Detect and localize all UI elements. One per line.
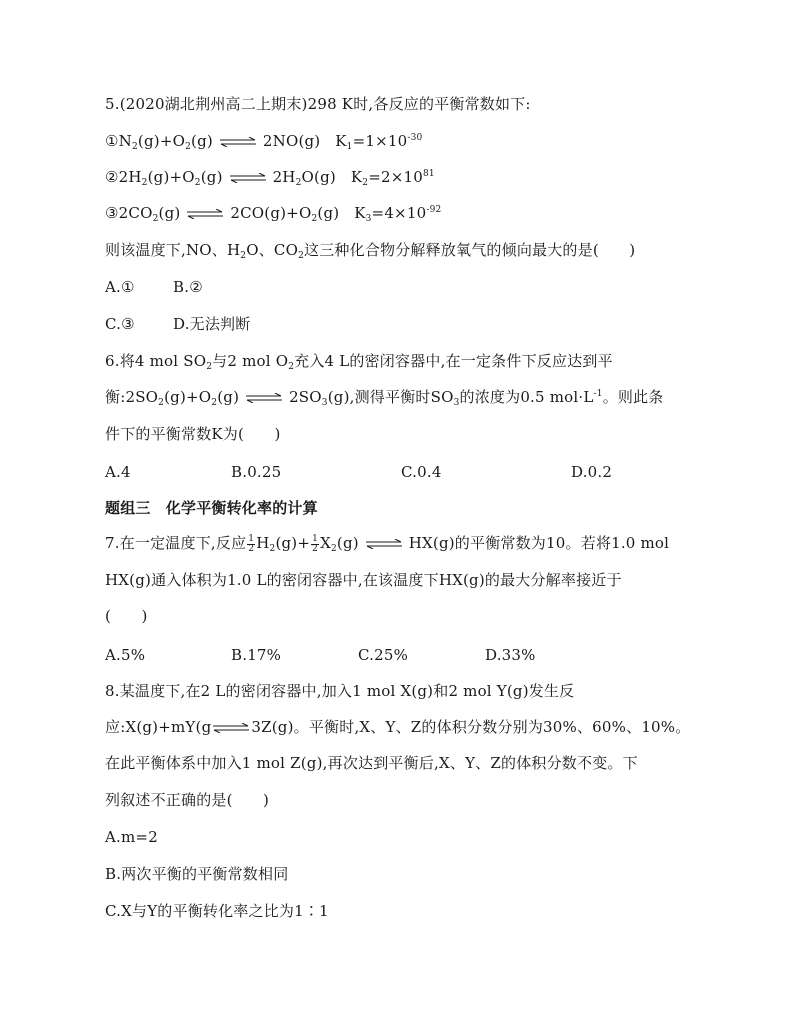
fraction-half: $\frac{1}{2}$ [312,533,319,554]
equilibrium-arrow-icon [246,393,282,403]
equilibrium-arrow-icon [220,137,256,147]
q8-option-b[interactable]: B.两次平衡的平衡常数相同 [105,865,289,883]
q7-line-2: HX(g)通入体积为1.0 L的密闭容器中,在该温度下HX(g)的最大分解率接近于 [105,571,622,589]
q5-reaction-2: $②2H_2(g)+O_2(g)$ $2H_2O(g)$ $K_2=2\times 10^{81}$ [105,168,435,188]
q6-option-c[interactable]: C.0.4 [401,463,442,481]
q5-question: 则该温度下,NO、$H_2O$、$CO_2$这三种化合物分解释放氧气的倾向最大的是( ) [105,241,636,261]
q8-line-2: 应:X(g)+mY(g 3Z(g)。平衡时,X、Y、Z的体积分数分别为30%、60%、10%。 [105,718,691,736]
q5-option-b[interactable]: B.② [173,278,203,296]
q7-option-c[interactable]: C.25% [358,646,409,664]
q6-line-1: 6.将4 mol $SO_2$与2 mol $O_2$充入4 L的密闭容器中,在一定条件下反应达到平 [105,352,613,372]
q5-option-c[interactable]: C.③ [105,315,135,333]
q6-line-3: 件下的平衡常数K为( ) [105,425,281,443]
q5-reaction-1: $①N_2(g)+O_2(g)$ 2NO(g) $K_1=1\times 10^{-30}$ [105,132,423,152]
q6-option-b[interactable]: B.0.25 [231,463,282,481]
q8-option-a[interactable]: A.m=2 [105,828,158,846]
q7-line-1: 7.在一定温度下,反应 $\frac{1}{2}$ $H_2(g)+$ $\frac{1}{2}$ $X_2(g)$ HX(g)的平衡常数为10。若将1.0 mol [105,533,670,554]
q5-options-row-1 [105,277,203,297]
q7-option-a[interactable]: A.5% [105,646,146,664]
q8-line-3: 在此平衡体系中加入1 mol Z(g),再次达到平衡后,X、Y、Z的体积分数不变。下 [105,754,638,772]
q7-option-d[interactable]: D.33% [485,646,536,664]
equilibrium-arrow-icon [187,209,223,219]
section-heading: 题组三 化学平衡转化率的计算 [105,499,318,517]
q7-line-3: ( ) [105,607,148,625]
equilibrium-arrow-icon [230,173,266,183]
equilibrium-arrow-icon [213,723,249,733]
q6-line-2: 衡$:2SO_2(g)+O_2(g)$ $2SO_3(g)$,测得平衡时$SO_3$的浓度为0.5 $mol\cdot L^{-1}$。则此条 [105,388,664,408]
fraction-half: $\frac{1}{2}$ [248,533,255,554]
q8-option-c[interactable]: C.X与Y的平衡转化率之比为1∶1 [105,902,329,920]
q6-option-d[interactable]: D.0.2 [571,463,613,481]
equilibrium-arrow-icon [366,539,402,549]
q8-line-1: 8.某温度下,在2 L的密闭容器中,加入1 mol X(g)和2 mol Y(g)发生反 [105,682,575,700]
q5-option-d[interactable]: D.无法判断 [173,315,251,333]
q6-options [105,462,612,482]
q5-options-row-2 [105,314,250,334]
q8-line-4: 列叙述不正确的是( ) [105,791,270,809]
q5-reaction-3: $③2CO_2(g)$ $2CO(g)+O_2(g)$ $K_3=4\times 10^{-92}$ [105,204,442,224]
q7-options [105,645,536,665]
q5-stem: 5.(2020湖北荆州高二上期末)298 K时,各反应的平衡常数如下: [105,95,531,113]
q6-option-a[interactable]: A.4 [105,463,131,481]
q5-option-a[interactable]: A.① [105,278,135,296]
q7-option-b[interactable]: B.17% [231,646,282,664]
